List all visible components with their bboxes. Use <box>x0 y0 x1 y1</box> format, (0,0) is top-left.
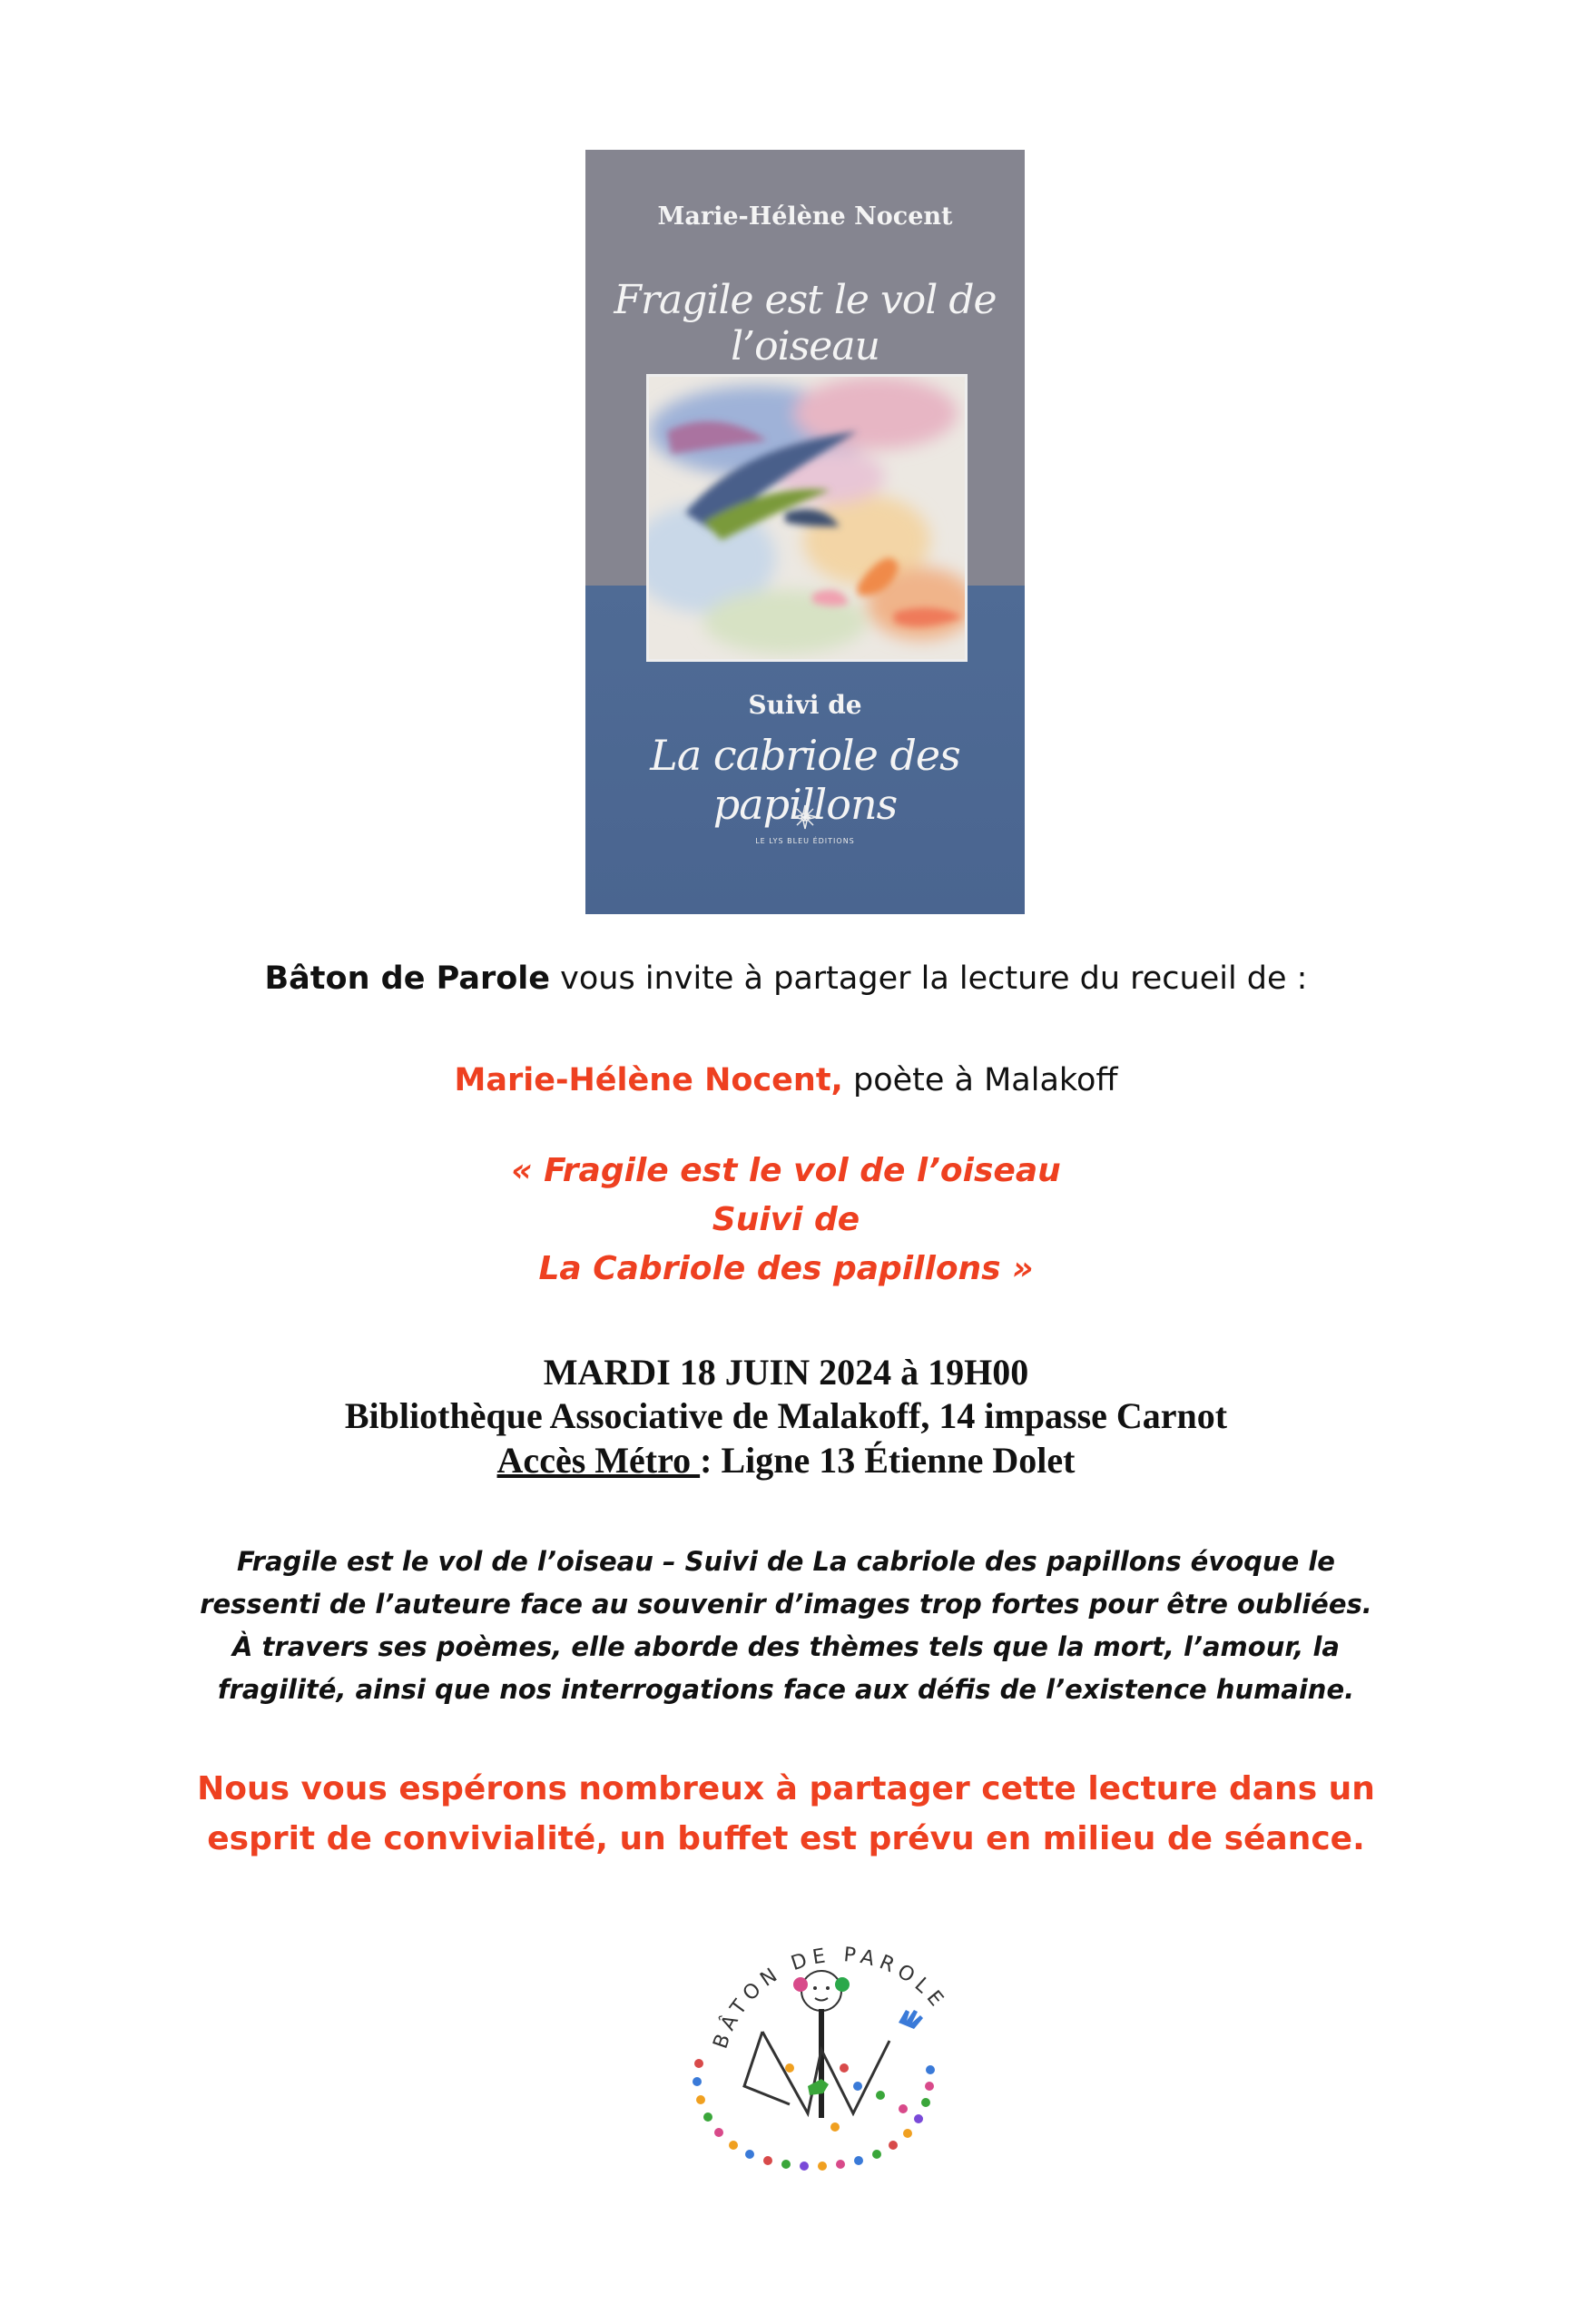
cover-author: Marie-Hélène Nocent <box>657 202 953 231</box>
closing-message <box>0 1764 1572 1864</box>
poet-text: poète à Malakoff <box>842 1062 1118 1098</box>
description-line: Fragile est le vol de l’oiseau – Suivi de La cabriole des papillons évoque le <box>237 1546 1335 1577</box>
event-metro <box>0 1439 1572 1482</box>
cover-artwork <box>646 374 968 662</box>
book-cover <box>585 150 1025 914</box>
invite-text: vous invite à partager la lecture du recueil de : <box>550 960 1308 997</box>
description-line: fragilité, ainsi que nos interrogations face aux défis de l’existence humaine. <box>217 1674 1355 1705</box>
description-line: À travers ses poèmes, elle aborde des thèmes tels que la mort, l’amour, la <box>232 1631 1340 1662</box>
book-title-line: Suivi de <box>712 1201 860 1238</box>
svg-text:BÂTON DE PAROLE: BÂTON DE PAROLE <box>709 1944 951 2052</box>
org-name: Bâton de Parole <box>264 960 551 997</box>
baton-de-parole-logo <box>672 1914 1017 2186</box>
poet-line <box>0 1062 1572 1098</box>
book-title <box>0 1147 1572 1294</box>
book-description <box>200 1541 1372 1711</box>
metro-label: Accès Métro <box>496 1440 701 1481</box>
cover-suivi: Suivi de <box>748 690 862 720</box>
lily-emblem-icon <box>791 803 819 831</box>
cover-publisher: LE LYS BLEU ÉDITIONS <box>755 837 855 845</box>
cover-title: Fragile est le vol de l’oiseau <box>614 277 997 369</box>
metro-text: : Ligne 13 Étienne Dolet <box>700 1440 1076 1481</box>
event-place: Bibliothèque Associative de Malakoff, 14 impasse Carnot <box>344 1395 1228 1436</box>
event-date: MARDI 18 JUIN 2024 à 19H00 <box>543 1352 1029 1393</box>
poet-name: Marie-Hélène Nocent, <box>454 1062 843 1098</box>
cover-subtitle: La cabriole des papillons <box>650 731 960 829</box>
closing-line: Nous vous espérons nombreux à partager cette lecture dans un <box>197 1770 1375 1807</box>
book-title-line: La Cabriole des papillons » <box>538 1250 1034 1287</box>
closing-line: esprit de convivialité, un buffet est prévu en milieu de séance. <box>207 1820 1365 1857</box>
book-title-line: « Fragile est le vol de l’oiseau <box>511 1152 1061 1189</box>
invite-line <box>0 960 1572 997</box>
description-line: ressenti de l’auteure face au souvenir d’images trop fortes pour être oubliées. <box>200 1589 1372 1620</box>
